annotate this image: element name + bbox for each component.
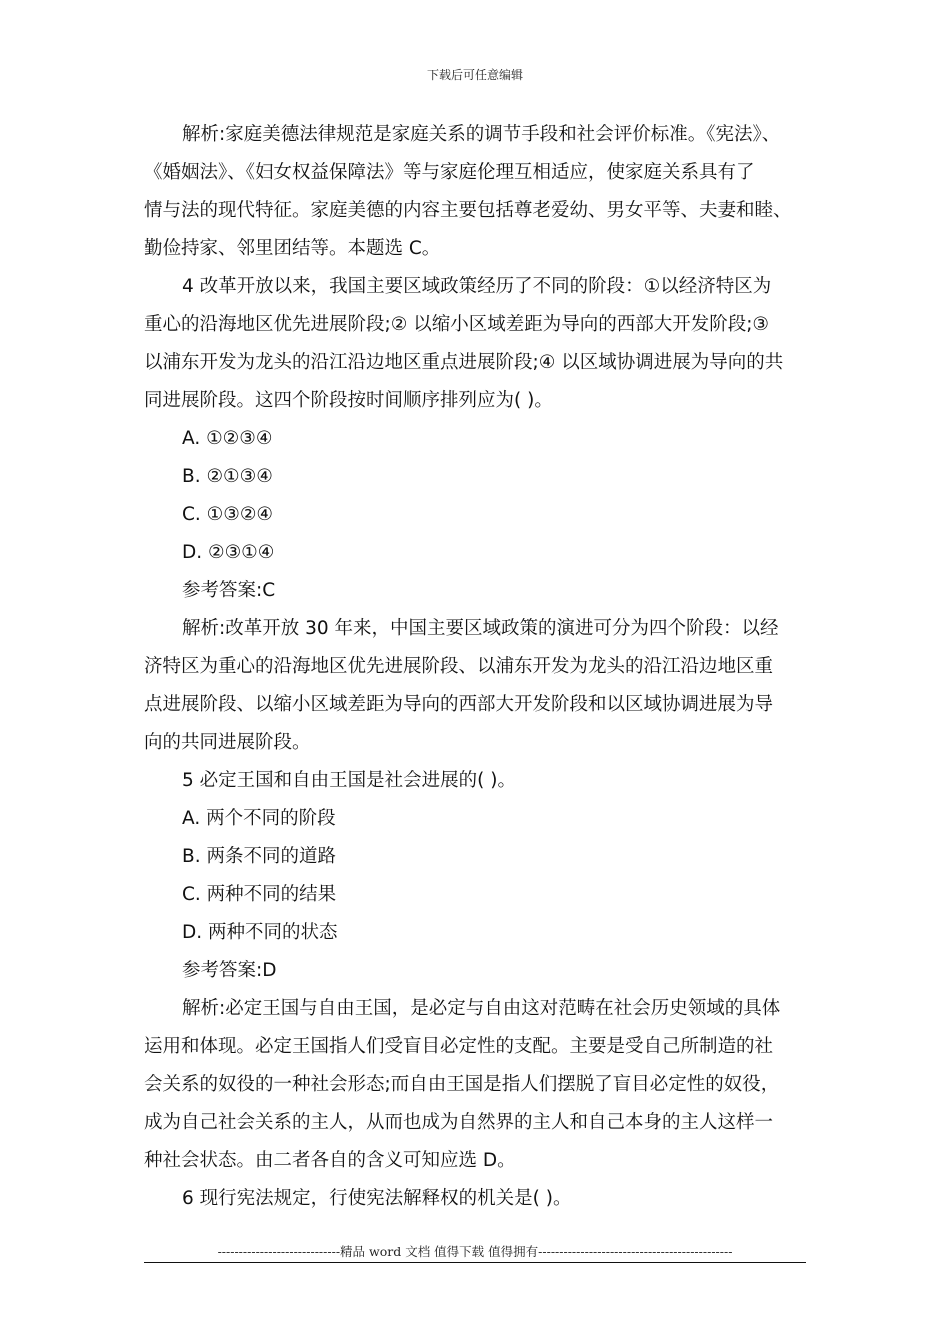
document-body bbox=[144, 116, 810, 1218]
text-line: 情与法的现代特征。家庭美德的内容主要包括尊老爱幼、男女平等、夫妻和睦、 bbox=[144, 200, 792, 221]
text-line: 重心的沿海地区优先进展阶段;② 以缩小区域差距为导向的西部大开发阶段;③ bbox=[144, 314, 770, 335]
text-line: 向的共同进展阶段。 bbox=[144, 732, 311, 753]
text-line: A. ①②③④ bbox=[182, 428, 273, 449]
text-line: 种社会状态。由二者各自的含义可知应选 D。 bbox=[144, 1150, 516, 1171]
text-line: 运用和体现。必定王国指人们受盲目必定性的支配。主要是受自己所制造的社 bbox=[144, 1036, 774, 1057]
page-footer: -----------------------------精品 word 文档 值得下载 值得拥有---------------------------------------------- bbox=[217, 1244, 733, 1259]
text-line: 解析:改革开放 30 年来，中国主要区域政策的演进可分为四个阶段：以经 bbox=[182, 618, 779, 639]
text-line: C. 两种不同的结果 bbox=[182, 884, 337, 905]
text-line: 参考答案:C bbox=[182, 580, 276, 601]
text-line: 4 改革开放以来，我国主要区域政策经历了不同的阶段：①以经济特区为 bbox=[182, 276, 772, 297]
text-line: 《婚姻法》、《妇女权益保障法》等与家庭伦理互相适应，使家庭关系具有了 bbox=[144, 162, 755, 183]
text-line: 6 现行宪法规定，行使宪法解释权的机关是( )。 bbox=[182, 1188, 572, 1209]
text-line: B. 两条不同的道路 bbox=[182, 846, 336, 867]
footer-rule bbox=[144, 1262, 806, 1263]
text-line: 勤俭持家、邻里团结等。本题选 C。 bbox=[144, 238, 441, 259]
text-line: 会关系的奴役的一种社会形态;而自由王国是指人们摆脱了盲目必定性的奴役， bbox=[144, 1074, 780, 1095]
text-line: 成为自己社会关系的主人，从而也成为自然界的主人和自己本身的主人这样一 bbox=[144, 1112, 774, 1133]
text-line: 参考答案:D bbox=[182, 960, 277, 981]
text-line: D. 两种不同的状态 bbox=[182, 922, 338, 943]
text-line: 解析:必定王国与自由王国，是必定与自由这对范畴在社会历史领域的具体 bbox=[182, 998, 781, 1019]
text-line: D. ②③①④ bbox=[182, 542, 275, 563]
text-line: A. 两个不同的阶段 bbox=[182, 808, 336, 829]
text-line: 济特区为重心的沿海地区优先进展阶段、以浦东开发为龙头的沿江沿边地区重 bbox=[144, 656, 774, 677]
text-line: C. ①③②④ bbox=[182, 504, 274, 525]
text-line: 5 必定王国和自由王国是社会进展的( )。 bbox=[182, 770, 516, 791]
text-line: 以浦东开发为龙头的沿江沿边地区重点进展阶段;④ 以区域协调进展为导向的共 bbox=[144, 352, 784, 373]
text-line: B. ②①③④ bbox=[182, 466, 273, 487]
text-line: 解析:家庭美德法律规范是家庭关系的调节手段和社会评价标准。《宪法》、 bbox=[182, 124, 781, 145]
text-line: 同进展阶段。这四个阶段按时间顺序排列应为( )。 bbox=[144, 390, 553, 411]
page-header: 下载后可任意编辑 bbox=[426, 68, 523, 82]
text-line: 点进展阶段、以缩小区域差距为导向的西部大开发阶段和以区域协调进展为导 bbox=[144, 694, 774, 715]
